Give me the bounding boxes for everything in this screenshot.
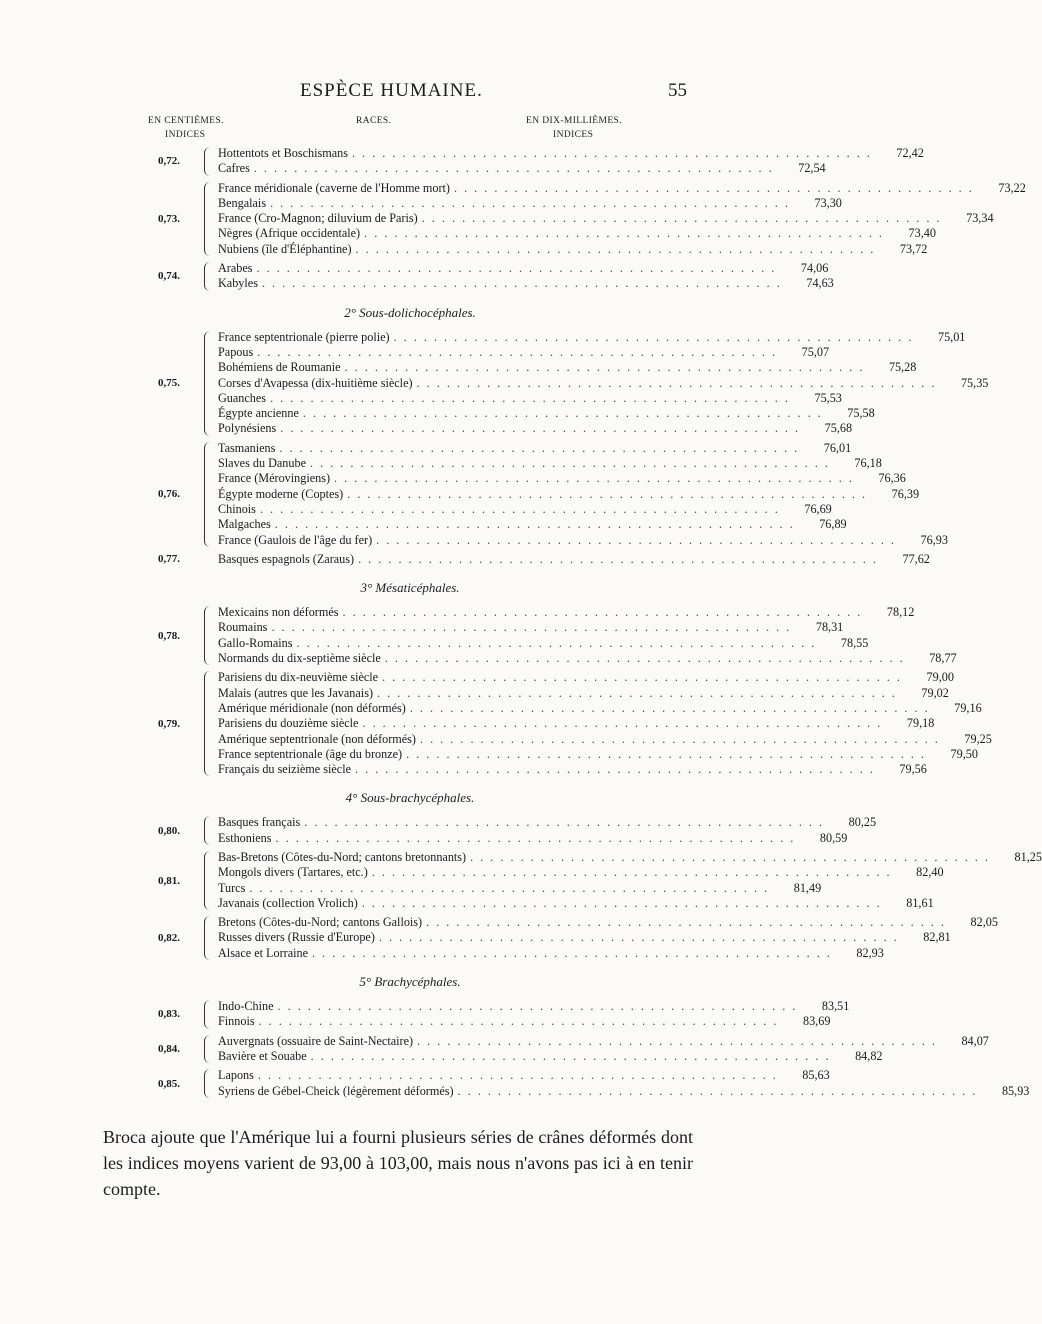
index-value: 82,81	[923, 930, 951, 945]
group-index: 0,76.	[158, 488, 180, 501]
index-value: 74,63	[806, 276, 834, 291]
race-name: Nègres (Afrique occidentale)	[218, 226, 361, 241]
race-name: Cafres	[218, 161, 250, 176]
brace	[204, 262, 211, 291]
index-value: 85,63	[802, 1068, 830, 1083]
race-name: Gallo-Romains	[218, 635, 293, 650]
column-header-left-top: EN CENTIÈMES.	[148, 116, 224, 126]
index-group	[150, 261, 834, 292]
index-value: 78,12	[886, 605, 915, 620]
race-name: Syriens de Gébel-Cheick (légèrement déformés)	[218, 1083, 454, 1098]
race-name: Malgaches	[218, 517, 271, 532]
index-value: 76,69	[804, 501, 832, 516]
leader-dots	[362, 896, 882, 911]
table-row	[218, 830, 848, 846]
index-value: 81,61	[906, 895, 934, 910]
group-index: 0,75.	[158, 377, 180, 390]
table-row	[218, 421, 853, 436]
table-row	[218, 517, 847, 532]
leader-dots	[271, 620, 791, 635]
brace	[204, 1035, 211, 1064]
race-name: Parisiens du dix-neuvième siècle	[218, 670, 379, 685]
brace	[204, 331, 211, 436]
race-name: Bohémiens de Roumanie	[218, 360, 341, 375]
race-name: Lapons	[218, 1068, 254, 1083]
race-name: Russes divers (Russie d'Europe)	[218, 930, 375, 945]
leader-dots	[358, 552, 878, 567]
column-header-middle: RACES.	[356, 116, 392, 126]
leader-dots	[254, 161, 774, 176]
table-row	[218, 849, 1042, 865]
race-name: Turcs	[218, 880, 246, 895]
race-name: Français du seizième siècle	[218, 762, 351, 777]
section-title: 3° Mésaticéphales.	[360, 580, 460, 596]
index-value: 76,01	[823, 440, 852, 455]
table-row	[218, 471, 906, 486]
leader-dots	[304, 815, 824, 830]
race-name: France (Cro-Magnon; diluvium de Paris)	[218, 211, 418, 226]
cephalic-index-table	[150, 146, 1042, 1103]
group-index: 0,81.	[158, 874, 180, 887]
race-name: Papous	[218, 344, 254, 359]
index-value: 76,36	[878, 471, 906, 486]
index-value: 82,40	[916, 865, 944, 880]
leader-dots	[362, 716, 882, 731]
index-value: 73,72	[899, 241, 928, 256]
race-name: Esthoniens	[218, 830, 272, 845]
race-name: Slaves du Danube	[218, 456, 307, 471]
table-row	[218, 146, 924, 161]
index-group	[150, 180, 1026, 257]
leader-dots	[382, 670, 902, 685]
index-group	[150, 670, 992, 777]
index-value: 76,18	[854, 456, 882, 471]
index-value: 79,56	[899, 762, 927, 777]
group-index: 0,74.	[158, 270, 180, 283]
race-name: France (Gaulois de l'âge du fer)	[218, 532, 373, 547]
race-name: Mongols divers (Tartares, etc.)	[218, 865, 368, 880]
leader-dots	[270, 391, 790, 406]
table-row	[218, 1048, 883, 1064]
table-row	[218, 375, 989, 391]
table-row	[218, 501, 832, 517]
leader-dots	[343, 605, 863, 620]
brace	[204, 1000, 211, 1029]
index-value: 82,93	[856, 945, 884, 960]
index-group	[150, 605, 957, 666]
race-name: Guanches	[218, 390, 267, 405]
index-value: 79,02	[921, 685, 949, 700]
table-row	[218, 635, 869, 651]
race-name: Égypte ancienne	[218, 406, 299, 421]
index-group	[150, 849, 1042, 911]
column-header-right-top: EN DIX-MILLIÈMES.	[526, 116, 622, 126]
race-name: Kabyles	[218, 276, 258, 291]
body-paragraph: Broca ajoute que l'Amérique lui a fourni plusieurs séries de crânes déformés dont les indices moyens varient de 93,00 à 103,00, mais nous n'avons pas ici à en tenir compte.	[103, 1127, 693, 1199]
leader-dots	[385, 651, 905, 666]
index-value: 73,34	[966, 211, 994, 226]
race-name: Finnois	[218, 1014, 255, 1029]
table-row	[218, 746, 978, 762]
table-row	[218, 685, 949, 701]
race-name: Parisiens du douzième siècle	[218, 716, 359, 731]
section-title: 5° Brachycéphales.	[359, 974, 461, 990]
race-name: Polynésiens	[218, 421, 277, 436]
table-row	[218, 1014, 831, 1029]
table-row	[218, 880, 822, 896]
leader-dots	[249, 881, 769, 896]
table-row	[218, 406, 875, 421]
leader-dots	[470, 850, 990, 865]
leader-dots	[312, 946, 832, 961]
leader-dots	[275, 517, 795, 532]
index-group	[150, 1033, 989, 1065]
column-header-right-bottom: INDICES	[553, 130, 594, 140]
table-row	[218, 815, 877, 830]
brace	[204, 816, 211, 845]
leader-dots	[352, 146, 872, 161]
index-value: 75,28	[888, 360, 917, 375]
index-value: 72,54	[798, 161, 826, 176]
table-row	[218, 620, 844, 635]
race-name: France (Mérovingiens)	[218, 471, 331, 486]
index-value: 75,53	[814, 390, 842, 405]
index-value: 83,69	[802, 1014, 831, 1029]
index-value: 75,07	[801, 344, 830, 359]
table-row	[218, 731, 992, 747]
table-row	[218, 865, 944, 880]
index-value: 84,82	[855, 1048, 883, 1063]
leader-dots	[303, 406, 823, 421]
index-group	[150, 329, 989, 437]
table-row	[218, 261, 829, 276]
race-name: Basques espagnols (Zaraus)	[218, 551, 355, 566]
group-index: 0,72.	[158, 155, 180, 168]
race-name: Arabes	[218, 261, 253, 276]
index-value: 79,50	[950, 746, 978, 761]
index-value: 79,18	[906, 716, 935, 731]
index-value: 75,58	[847, 406, 875, 421]
table-row	[218, 700, 982, 716]
race-name: Javanais (collection Vrolich)	[218, 895, 358, 910]
table-row	[218, 390, 842, 406]
index-value: 75,35	[960, 375, 989, 390]
index-value: 78,55	[840, 635, 869, 650]
index-group	[150, 999, 850, 1030]
index-group	[150, 551, 930, 567]
race-name: Mexicains non déformés	[218, 605, 339, 620]
leader-dots	[257, 345, 777, 360]
group-index: 0,82.	[158, 932, 180, 945]
table-row	[218, 915, 998, 930]
leader-dots	[278, 999, 798, 1014]
leader-dots	[426, 915, 946, 930]
brace	[204, 1069, 211, 1098]
group-index: 0,85.	[158, 1077, 180, 1090]
running-head: ESPÈCE HUMAINE.	[300, 80, 483, 101]
table-row	[218, 440, 852, 456]
index-value: 81,49	[793, 880, 822, 895]
race-name: Malais (autres que les Javanais)	[218, 685, 373, 700]
table-row	[218, 930, 951, 945]
leader-dots	[406, 747, 926, 762]
race-name: Indo-Chine	[218, 999, 274, 1014]
table-row	[218, 532, 948, 548]
leader-dots	[280, 421, 800, 436]
race-name: Amérique méridionale (non déformés)	[218, 700, 406, 715]
index-value: 75,01	[937, 329, 966, 344]
index-value: 79,16	[954, 700, 982, 715]
leader-dots	[417, 376, 937, 391]
page-number: 55	[668, 80, 687, 101]
index-value: 79,25	[964, 731, 992, 746]
leader-dots	[454, 181, 974, 196]
race-name: Bengalais	[218, 195, 267, 210]
brace	[204, 147, 211, 176]
index-value: 76,89	[819, 517, 847, 532]
group-index: 0,84.	[158, 1042, 180, 1055]
leader-dots	[372, 865, 892, 880]
leader-dots	[355, 762, 875, 777]
leader-dots	[345, 360, 865, 375]
index-group	[150, 146, 924, 177]
table-row	[218, 226, 936, 241]
table-row	[218, 486, 920, 502]
table-row	[218, 241, 928, 257]
leader-dots	[279, 441, 799, 456]
index-value: 76,93	[920, 532, 948, 547]
index-value: 78,31	[815, 620, 844, 635]
leader-dots	[356, 242, 876, 257]
group-index: 0,80.	[158, 824, 180, 837]
brace	[204, 182, 211, 256]
table-row	[218, 551, 930, 567]
race-name: Bavière et Souabe	[218, 1048, 307, 1063]
leader-dots	[276, 831, 796, 846]
table-row	[218, 1033, 989, 1049]
brace	[204, 851, 211, 910]
index-group	[150, 915, 998, 961]
table-row	[218, 195, 842, 211]
race-name: Nubiens (île d'Éléphantine)	[218, 241, 352, 256]
table-row	[218, 344, 830, 360]
race-name: Roumains	[218, 620, 268, 635]
leader-dots	[394, 330, 914, 345]
table-row	[218, 211, 994, 226]
index-group	[150, 1068, 1030, 1099]
index-value: 79,00	[926, 670, 954, 685]
leader-dots	[458, 1084, 978, 1099]
group-index: 0,78.	[158, 629, 180, 642]
group-index: 0,73.	[158, 212, 180, 225]
index-value: 73,30	[814, 195, 842, 210]
index-group	[150, 440, 948, 548]
race-name: Amérique septentrionale (non déformés)	[218, 731, 416, 746]
table-row	[218, 670, 954, 685]
race-name: Chinois	[218, 501, 256, 516]
leader-dots	[270, 196, 790, 211]
table-row	[218, 605, 915, 620]
leader-dots	[379, 930, 899, 945]
leader-dots	[377, 686, 897, 701]
race-name: France septentrionale (pierre polie)	[218, 329, 390, 344]
index-value: 85,93	[1001, 1083, 1030, 1098]
leader-dots	[422, 211, 942, 226]
table-row	[218, 716, 935, 731]
brace	[204, 671, 211, 776]
brace	[204, 916, 211, 960]
leader-dots	[417, 1034, 937, 1049]
race-name: Corses d'Avapessa (dix-huitième siècle)	[218, 375, 413, 390]
index-group	[150, 815, 877, 846]
race-name: Basques français	[218, 815, 301, 830]
group-index: 0,83.	[158, 1008, 180, 1021]
race-name: Bas-Bretons (Côtes-du-Nord; cantons bretonnants)	[218, 849, 467, 864]
index-value: 84,07	[961, 1033, 989, 1048]
table-row	[218, 360, 917, 375]
leader-dots	[310, 456, 830, 471]
index-value: 73,40	[908, 226, 936, 241]
leader-dots	[258, 1068, 778, 1083]
index-value: 82,05	[970, 915, 998, 930]
race-name: Égypte moderne (Coptes)	[218, 486, 344, 501]
table-row	[218, 161, 826, 176]
index-value: 78,77	[929, 651, 957, 666]
table-row	[218, 456, 882, 471]
race-name: Bretons (Côtes-du-Nord; cantons Gallois)	[218, 915, 423, 930]
table-row	[218, 945, 884, 961]
index-value: 72,42	[896, 146, 924, 160]
table-row	[218, 180, 1026, 196]
leader-dots	[410, 701, 930, 716]
leader-dots	[364, 226, 884, 241]
table-row	[218, 1083, 1030, 1099]
index-value: 80,25	[848, 815, 877, 830]
brace	[204, 606, 211, 665]
race-name: Auvergnats (ossuaire de Saint-Nectaire)	[218, 1033, 414, 1048]
table-row	[218, 999, 850, 1014]
column-header-left-bottom: INDICES	[165, 130, 206, 140]
table-row	[218, 651, 957, 666]
leader-dots	[420, 732, 940, 747]
race-name: Tasmaniens	[218, 440, 276, 455]
leader-dots	[262, 276, 782, 291]
index-value: 74,06	[800, 261, 829, 276]
leader-dots	[296, 636, 816, 651]
race-name: Normands du dix-septième siècle	[218, 651, 381, 666]
leader-dots	[376, 533, 896, 548]
leader-dots	[334, 471, 854, 486]
brace	[204, 442, 211, 547]
race-name: France septentrionale (âge du bronze)	[218, 746, 403, 761]
leader-dots	[347, 487, 867, 502]
index-value: 81,25	[1014, 849, 1042, 864]
race-name: Hottentots et Boschismans	[218, 146, 348, 160]
index-value: 76,39	[891, 486, 920, 501]
index-value: 73,22	[998, 180, 1026, 195]
group-index: 0,79.	[158, 717, 180, 730]
section-title: 4° Sous-brachycéphales.	[345, 790, 475, 806]
index-value: 83,51	[821, 999, 850, 1014]
table-row	[218, 1068, 830, 1083]
table-row	[218, 762, 927, 777]
leader-dots	[257, 261, 777, 276]
race-name: France méridionale (caverne de l'Homme mort)	[218, 180, 450, 195]
leader-dots	[259, 1014, 779, 1029]
index-value: 80,59	[819, 830, 848, 845]
table-row	[218, 895, 934, 911]
table-row	[218, 276, 834, 291]
leader-dots	[311, 1049, 831, 1064]
leader-dots	[260, 502, 780, 517]
group-index: 0,77.	[158, 553, 180, 566]
index-value: 75,68	[824, 421, 853, 436]
index-value: 77,62	[902, 551, 930, 566]
race-name: Alsace et Lorraine	[218, 945, 309, 960]
section-title: 2° Sous-dolichocéphales.	[344, 304, 476, 320]
table-row	[218, 329, 966, 345]
